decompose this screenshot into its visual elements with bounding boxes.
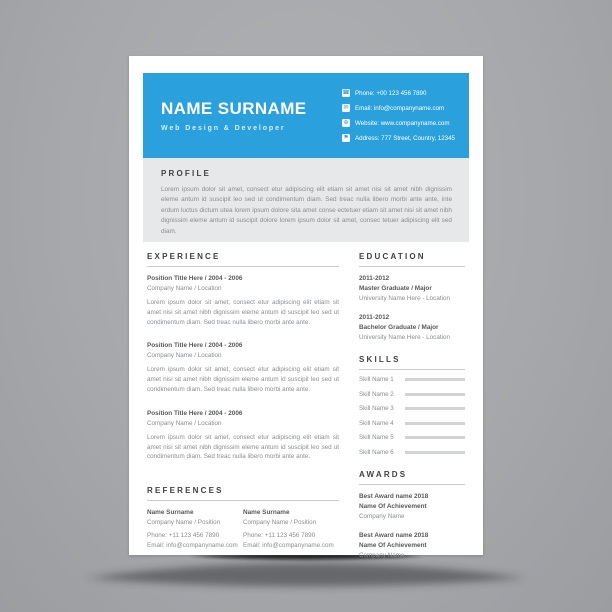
profile-heading: PROFILE <box>161 169 212 178</box>
profile-section <box>143 158 469 242</box>
person-job-title: Web Design & Developer <box>161 125 286 132</box>
skill-bar-track <box>405 407 465 410</box>
person-name: NAME SURNAME <box>161 99 307 118</box>
award-achievement: Name Of Achievement <box>359 541 427 549</box>
contact-info-block <box>342 89 455 142</box>
experience-entry <box>147 342 339 394</box>
award-company: Company Name <box>359 551 405 559</box>
skill-row <box>359 448 465 458</box>
skill-bar-track <box>405 451 465 454</box>
skills-heading: SKILLS <box>359 355 401 364</box>
email-icon: ✉ <box>343 105 349 111</box>
profile-text: Lorem ipsum dolor sit amet, consect etur adipiscing elit etiam sit amet nisi sit amet nibh dignissim eleme antum id suscipit leo sed ut condimentum diam. Sed treac nulla libero morbi ante ante, inte erdum luctus dictum utea lorem ipsum dolore sita amet conse ectetuer etiam sit amet nisi sit amet nibh dignissim eleme antum id suscipit dolore lorem ipsum dolor sit amet, consec tetuer adipiscing elit sed diam. <box>161 186 452 235</box>
experience-entry <box>147 275 339 327</box>
reference-name: Name Surname <box>243 509 290 517</box>
skill-label: Skill Name 6 <box>359 449 394 457</box>
resume-header <box>143 73 469 158</box>
reference-contact <box>243 532 339 549</box>
contact-email-text: Email: info@companyname.com <box>355 104 445 112</box>
contact-row-email <box>342 104 455 112</box>
contact-address-text: Address: 777 Street, Country, 12345 <box>355 134 455 142</box>
position-company: Company Name / Location <box>147 352 222 360</box>
skill-bar-track <box>405 436 465 439</box>
education-school: University Name Here - Location <box>359 334 450 341</box>
position-title: Position Title Here / 2004 - 2006 <box>147 275 243 282</box>
contact-row-address <box>342 134 455 142</box>
reference-email: Email: info@companyname.com <box>147 542 238 550</box>
references-heading: REFERENCES <box>147 486 224 496</box>
skill-bar-track <box>405 378 465 381</box>
education-years: 2011-2012 <box>359 275 390 282</box>
award-title: Best Award name 2018 <box>359 492 429 500</box>
section-divider <box>359 369 465 370</box>
education-entry <box>359 275 465 302</box>
awards-section <box>359 470 465 559</box>
education-heading: EDUCATION <box>359 252 426 261</box>
position-title: Position Title Here / 2004 - 2006 <box>147 409 243 417</box>
references-row <box>147 509 339 549</box>
website-icon: ⊕ <box>343 120 349 126</box>
award-entry <box>359 493 465 520</box>
award-title: Best Award name 2018 <box>359 531 429 539</box>
skill-row <box>359 389 465 399</box>
reference-email: Email: info@companyname.com <box>243 542 334 550</box>
education-section <box>359 252 465 341</box>
section-divider <box>147 500 339 501</box>
skill-bar-track <box>405 393 465 396</box>
contact-row-website <box>342 119 455 127</box>
skill-label: Skill Name 3 <box>359 405 394 413</box>
reference-phone: Phone: +11 123 456 7890 <box>147 532 220 540</box>
education-degree: Master Graduate / Major <box>359 285 432 292</box>
section-divider <box>359 266 465 267</box>
skill-label: Skill Name 1 <box>359 376 394 384</box>
reference-entry <box>147 509 243 549</box>
reference-contact <box>147 532 243 549</box>
reference-company: Company Name / Position <box>147 519 221 527</box>
experience-entry <box>147 410 339 462</box>
skill-bar-track <box>405 422 465 425</box>
skill-row <box>359 418 465 428</box>
position-description: Lorem ipsum dolor sit amet, consect etur adipiscing elit etiam sit amet nisi sit amet nibh dignissim eleme antum id suscipit leo sed ut condimentum diam. Sed treac nulla libero morbi ante ante. <box>147 299 339 326</box>
education-school: University Name Here - Location <box>359 295 450 302</box>
identity-block <box>161 99 307 132</box>
contact-row-phone <box>342 89 455 97</box>
skill-row <box>359 375 465 385</box>
education-degree: Bachelor Graduate / Major <box>359 324 439 331</box>
resume-body <box>147 252 465 559</box>
contact-website-text: Website: www.companyname.com <box>355 119 450 127</box>
education-entry <box>359 314 465 341</box>
position-company: Company Name / Location <box>147 285 222 292</box>
phone-icon: ☎ <box>342 90 350 96</box>
reference-company: Company Name / Position <box>243 519 317 527</box>
section-divider <box>359 484 465 485</box>
section-divider <box>147 266 339 267</box>
reference-entry <box>243 509 339 549</box>
skill-label: Skill Name 2 <box>359 390 394 398</box>
position-company: Company Name / Location <box>147 419 222 427</box>
resume-page <box>129 56 483 559</box>
left-column <box>147 252 339 559</box>
references-section <box>147 486 339 549</box>
skill-row <box>359 404 465 414</box>
position-title: Position Title Here / 2004 - 2006 <box>147 342 243 350</box>
skill-label: Skill Name 4 <box>359 419 394 427</box>
skill-label: Skill Name 5 <box>359 434 394 442</box>
position-description: Lorem ipsum dolor sit amet, consect etur adipiscing elit etiam sit amet nisi sit amet nibh dignissim eleme antum id suscipit leo sed ut condimentum diam. Sed treac nulla libero morbi ante ante. <box>147 366 339 393</box>
address-icon: ⚑ <box>343 135 349 141</box>
education-years: 2011-2012 <box>359 314 390 321</box>
award-company: Company Name <box>359 512 405 520</box>
skills-section <box>359 355 465 458</box>
contact-phone-text: Phone: +00 123 456 7890 <box>355 89 427 97</box>
position-description: Lorem ipsum dolor sit amet, consect etur adipiscing elit etiam sit amet nisi sit amet nibh dignissim eleme antum id suscipit leo sed ut condimentum diam. Sed treac nulla libero morbi ante ante. <box>147 433 339 461</box>
experience-heading: EXPERIENCE <box>147 252 221 261</box>
experience-section <box>147 252 339 462</box>
reference-phone: Phone: +11 123 456 7890 <box>243 532 316 540</box>
skill-row <box>359 433 465 443</box>
reference-name: Name Surname <box>147 509 194 517</box>
award-achievement: Name Of Achievement <box>359 502 427 510</box>
awards-heading: AWARDS <box>359 469 408 479</box>
right-column <box>359 252 465 559</box>
award-entry <box>359 532 465 559</box>
